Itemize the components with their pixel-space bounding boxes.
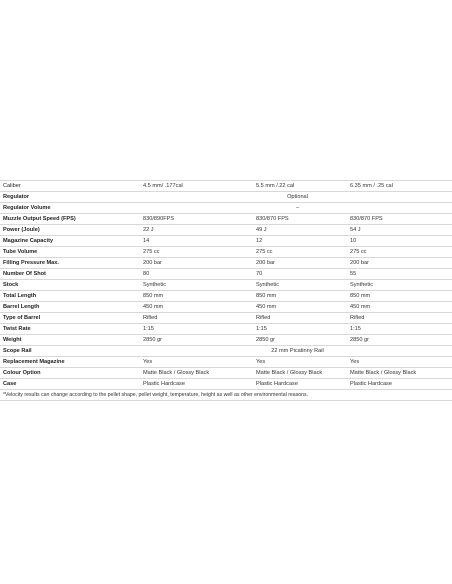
table-row — [0, 335, 452, 346]
row-value-3: 830/870 FPS — [347, 214, 452, 225]
row-label: Barrel Length — [0, 302, 140, 313]
row-value-span: 22 mm Picatinny Rail — [140, 346, 452, 357]
row-value-1: Synthetic — [140, 280, 253, 291]
row-value-span: Optional — [140, 192, 452, 203]
row-value-3: 275 cc — [347, 247, 452, 258]
row-value-2: 200 bar — [253, 258, 347, 269]
row-label: Twist Rate — [0, 324, 140, 335]
row-value-1: 14 — [140, 236, 253, 247]
row-value-1: Yes — [140, 357, 253, 368]
table-row — [0, 225, 452, 236]
row-value-3: 10 — [347, 236, 452, 247]
header-col-1: 4.5 mm/ .177cal — [140, 181, 253, 192]
row-value-1: Rifled — [140, 313, 253, 324]
row-label: Replacement Magazine — [0, 357, 140, 368]
header-label: Caliber — [0, 181, 140, 192]
row-value-2: Rifled — [253, 313, 347, 324]
row-value-2: 450 mm — [253, 302, 347, 313]
table-row — [0, 346, 452, 357]
table-row — [0, 280, 452, 291]
header-col-3: 6.35 mm / .25 cal — [347, 181, 452, 192]
row-value-1: 200 bar — [140, 258, 253, 269]
row-value-3: Plastic Hardcase — [347, 379, 452, 390]
row-value-1: 22 J — [140, 225, 253, 236]
table-row — [0, 269, 452, 280]
row-value-2: 850 mm — [253, 291, 347, 302]
footnote: *Velocity results can change according to the pellet shape, pellet weight, temperature, height as well as other environmental reasons. — [0, 390, 452, 401]
row-value-3: 450 mm — [347, 302, 452, 313]
row-value-3: Yes — [347, 357, 452, 368]
table-row — [0, 236, 452, 247]
row-value-1: 80 — [140, 269, 253, 280]
table-row — [0, 357, 452, 368]
row-value-1: 2850 gr — [140, 335, 253, 346]
row-value-2: 830/870 FPS — [253, 214, 347, 225]
row-value-2: 2850 gr — [253, 335, 347, 346]
row-value-3: Matte Black / Glossy Black — [347, 368, 452, 379]
row-label: Power (Joule) — [0, 225, 140, 236]
row-label: Tube Volume — [0, 247, 140, 258]
row-value-2: 12 — [253, 236, 347, 247]
row-value-1: 1:15 — [140, 324, 253, 335]
row-value-2: 1:15 — [253, 324, 347, 335]
row-value-2: Yes — [253, 357, 347, 368]
row-label: Magazine Capacity — [0, 236, 140, 247]
row-label: Total Length — [0, 291, 140, 302]
table-header-row — [0, 181, 452, 192]
row-label: Regulator — [0, 192, 140, 203]
row-value-3: 200 bar — [347, 258, 452, 269]
row-value-3: Rifled — [347, 313, 452, 324]
row-value-1: 830/890FPS — [140, 214, 253, 225]
table-row — [0, 379, 452, 390]
table-row — [0, 258, 452, 269]
row-value-3: 850 mm — [347, 291, 452, 302]
table-row — [0, 302, 452, 313]
row-value-1: Plastic Hardcase — [140, 379, 253, 390]
table-row — [0, 203, 452, 214]
table-row — [0, 368, 452, 379]
row-value-1: 450 mm — [140, 302, 253, 313]
row-label: Number Of Shot — [0, 269, 140, 280]
row-label: Colour Option — [0, 368, 140, 379]
row-value-1: 275 cc — [140, 247, 253, 258]
row-value-3: 1:15 — [347, 324, 452, 335]
row-label: Scope Rail — [0, 346, 140, 357]
row-value-2: 70 — [253, 269, 347, 280]
row-value-3: 55 — [347, 269, 452, 280]
row-value-span: – — [140, 203, 452, 214]
table-row — [0, 192, 452, 203]
row-label: Filling Pressure Max. — [0, 258, 140, 269]
row-value-2: Matte Black / Glossy Black — [253, 368, 347, 379]
row-value-3: Synthetic — [347, 280, 452, 291]
row-value-2: 49 J — [253, 225, 347, 236]
table-row — [0, 324, 452, 335]
row-value-3: 54 J — [347, 225, 452, 236]
header-col-2: 5.5 mm /.22 cal — [253, 181, 347, 192]
row-label: Muzzle Output Speed (FPS) — [0, 214, 140, 225]
table-row — [0, 214, 452, 225]
row-label: Type of Barrel — [0, 313, 140, 324]
row-value-2: Plastic Hardcase — [253, 379, 347, 390]
row-label: Weight — [0, 335, 140, 346]
row-value-3: 2850 gr — [347, 335, 452, 346]
spec-table-body — [0, 181, 452, 390]
row-label: Regulator Volume — [0, 203, 140, 214]
row-label: Case — [0, 379, 140, 390]
spec-table — [0, 180, 452, 390]
row-value-1: Matte Black / Glossy Black — [140, 368, 253, 379]
table-row — [0, 313, 452, 324]
table-row — [0, 247, 452, 258]
row-value-2: 275 cc — [253, 247, 347, 258]
row-value-2: Synthetic — [253, 280, 347, 291]
table-row — [0, 291, 452, 302]
spec-sheet — [0, 180, 452, 401]
row-value-1: 850 mm — [140, 291, 253, 302]
row-label: Stock — [0, 280, 140, 291]
